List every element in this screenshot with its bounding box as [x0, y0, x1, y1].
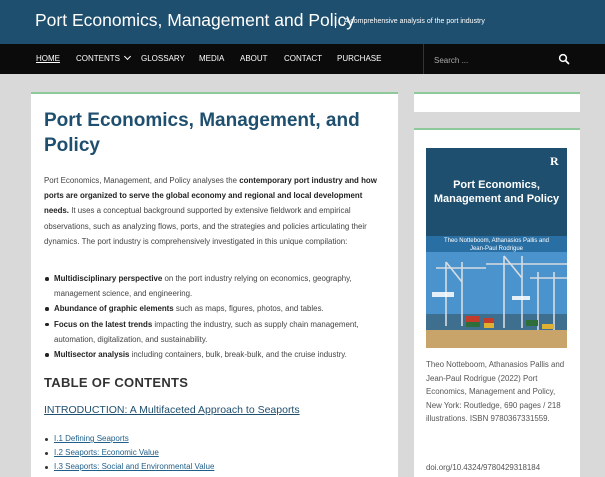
- toc-item-link[interactable]: I.2 Seaports: Economic Value: [54, 448, 159, 457]
- book-cover-authors: [426, 237, 567, 253]
- book-title-line-1: Port Economics,: [453, 179, 540, 191]
- search-icon[interactable]: [558, 53, 570, 65]
- toc-item: [44, 460, 214, 474]
- intro-text-1: Port Economics, Management, and Policy analyses the: [44, 176, 240, 185]
- site-title[interactable]: Port Economics, Management and Policy: [35, 10, 356, 30]
- nav-item-about-label: ABOUT: [240, 54, 268, 63]
- nav-item-purchase[interactable]: [337, 44, 381, 74]
- nav-item-media-label: MEDIA: [199, 54, 225, 63]
- main-content: [31, 92, 398, 477]
- list-item-text: on the port industry relying on economics, geography, management science, and engineering.: [54, 274, 352, 299]
- book-title-line-2: Management and Policy: [433, 193, 560, 205]
- nav-item-glossary[interactable]: [141, 44, 185, 74]
- sidebar-widget-top: [414, 92, 580, 112]
- nav-item-contents[interactable]: [76, 44, 130, 74]
- list-item: [44, 301, 386, 316]
- toc-item-link[interactable]: I.1 Defining Seaports: [54, 434, 129, 443]
- search-box: [423, 44, 583, 74]
- feature-list: [44, 271, 386, 362]
- toc-item-link[interactable]: I.3 Seaports: Social and Environmental Value: [54, 462, 215, 471]
- nav-item-purchase-label: PURCHASE: [337, 54, 382, 63]
- nav-item-home[interactable]: [36, 44, 60, 74]
- list-item-bold: Multisector analysis: [54, 350, 130, 360]
- intro-text-2: It uses a conceptual background supported by extensive fieldwork and empirical observations, such as analyzing flows, ports, and the strategies and policies articulating their dynamics. The port industry is comprehensively investigated in this unique compilation:: [44, 206, 367, 246]
- nav-item-contents-label: CONTENTS: [76, 54, 120, 63]
- publisher-logo: R: [550, 154, 559, 168]
- toc-list: [44, 432, 214, 474]
- list-item: [44, 347, 386, 362]
- intro-paragraph: [44, 173, 386, 249]
- list-item-bold: Abundance of graphic elements: [54, 304, 174, 314]
- site-tagline: A comprehensive analysis of the port industry: [335, 16, 485, 28]
- book-cover[interactable]: [426, 148, 567, 348]
- book-citation: Theo Notteboom, Athanasios Pallis and Jean-Paul Rodrigue (2022) Port Economics, Management and Policy, New York: Routledge, 690 pages / 218 illustrations. ISBN 9780367331559.: [426, 360, 565, 423]
- list-item-text: such as maps, figures, photos, and tables.: [173, 304, 324, 314]
- list-item-bold: Focus on the latest trends: [54, 319, 153, 329]
- toc-item: [44, 432, 214, 446]
- book-authors-line-2: Jean-Paul Rodrigue: [469, 246, 524, 252]
- book-doi[interactable]: doi.org/10.4324/9780429318184: [426, 463, 541, 472]
- sidebar-book-widget: [414, 128, 580, 477]
- nav-item-home-label: HOME: [36, 54, 60, 63]
- page-title: Port Economics, Management, and Policy: [44, 110, 360, 156]
- book-cover-title: [426, 178, 567, 206]
- search-input[interactable]: [434, 53, 544, 67]
- nav-item-contact[interactable]: [284, 44, 322, 74]
- list-item-bold: Multidisciplinary perspective: [54, 274, 163, 283]
- list-item-text: impacting the industry, such as supply chain management, automation, digitalization, and sustainability.: [54, 319, 359, 344]
- toc-item: [44, 446, 214, 460]
- nav-item-about[interactable]: [240, 44, 268, 74]
- site-header: [0, 0, 605, 44]
- port-cranes-photo: [426, 252, 567, 348]
- book-authors-line-1: Theo Notteboom, Athanasios Pallis and: [443, 238, 550, 244]
- list-item-text: including containers, bulk, break-bulk, and the cruise industry.: [129, 350, 347, 360]
- chevron-down-icon: [124, 53, 131, 60]
- toc-introduction-link[interactable]: INTRODUCTION: A Multifaceted Approach to Seaports: [44, 404, 300, 416]
- toc-heading: TABLE OF CONTENTS: [44, 375, 189, 390]
- nav-item-contact-label: CONTACT: [284, 54, 323, 63]
- list-item: [44, 317, 386, 347]
- list-item: [44, 271, 386, 301]
- nav-item-media[interactable]: [199, 44, 224, 74]
- nav-item-glossary-label: GLOSSARY: [141, 54, 185, 63]
- intro-bold: contemporary port industry and how ports are organized to serve the global economy and regional and local development needs.: [44, 176, 377, 216]
